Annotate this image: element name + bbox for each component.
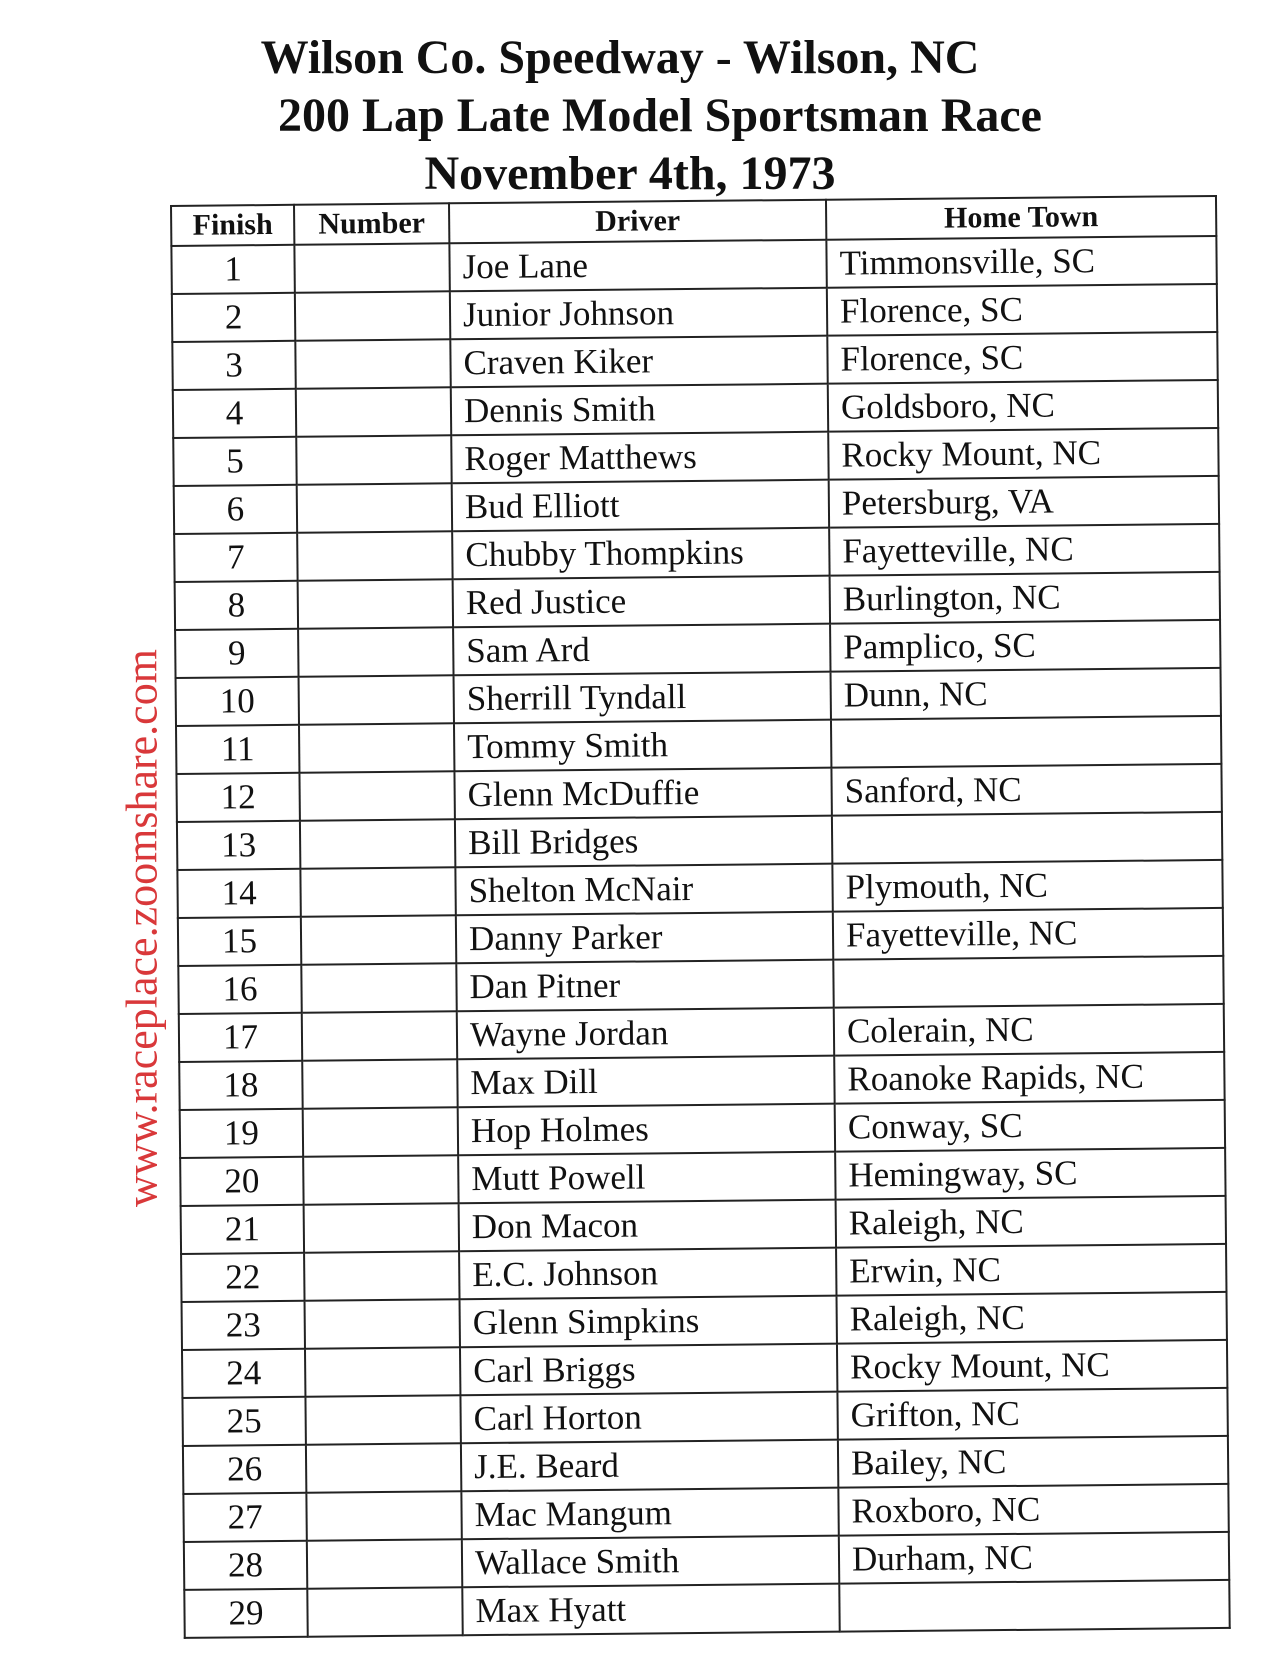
cell-number xyxy=(295,339,450,388)
cell-driver: Bill Bridges xyxy=(455,816,832,868)
cell-finish: 15 xyxy=(178,917,301,966)
column-header-finish: Finish xyxy=(171,205,294,246)
cell-number xyxy=(303,1155,458,1204)
cell-hometown: Fayetteville, NC xyxy=(829,524,1219,576)
cell-driver: Chubby Thompkins xyxy=(452,528,829,580)
cell-driver: Roger Matthews xyxy=(451,432,828,484)
cell-hometown: Plymouth, NC xyxy=(832,860,1222,912)
cell-number xyxy=(301,963,456,1012)
cell-driver: Joe Lane xyxy=(449,240,826,292)
cell-number xyxy=(294,243,449,292)
cell-hometown: Roanoke Rapids, NC xyxy=(834,1052,1224,1104)
cell-finish: 22 xyxy=(181,1253,304,1302)
cell-number xyxy=(297,531,452,580)
cell-driver: Sam Ard xyxy=(453,624,830,676)
cell-finish: 26 xyxy=(183,1445,306,1494)
column-header-hometown: Home Town xyxy=(826,196,1216,240)
cell-finish: 7 xyxy=(174,533,297,582)
cell-number xyxy=(302,1011,457,1060)
cell-number xyxy=(306,1491,461,1540)
cell-finish: 16 xyxy=(178,965,301,1014)
cell-driver: J.E. Beard xyxy=(461,1440,838,1492)
cell-number xyxy=(300,819,455,868)
cell-driver: Wayne Jordan xyxy=(457,1008,834,1060)
cell-number xyxy=(296,387,451,436)
cell-finish: 10 xyxy=(176,677,299,726)
cell-finish: 2 xyxy=(172,293,295,342)
cell-driver: Glenn Simpkins xyxy=(460,1296,837,1348)
cell-number xyxy=(296,435,451,484)
cell-driver: Mac Mangum xyxy=(461,1488,838,1540)
cell-hometown: Raleigh, NC xyxy=(837,1292,1227,1344)
cell-number xyxy=(305,1299,460,1348)
cell-driver: Don Macon xyxy=(459,1200,836,1252)
cell-hometown xyxy=(833,956,1223,1008)
cell-number xyxy=(298,579,453,628)
cell-number xyxy=(304,1203,459,1252)
cell-number xyxy=(301,915,456,964)
cell-finish: 25 xyxy=(182,1397,305,1446)
cell-driver: Max Dill xyxy=(457,1056,834,1108)
cell-finish: 4 xyxy=(173,389,296,438)
cell-driver: Carl Horton xyxy=(460,1392,837,1444)
cell-hometown: Rocky Mount, NC xyxy=(837,1340,1227,1392)
cell-finish: 12 xyxy=(176,773,299,822)
race-name: 200 Lap Late Model Sportsman Race xyxy=(278,89,1042,142)
cell-driver: Dennis Smith xyxy=(451,384,828,436)
cell-hometown: Erwin, NC xyxy=(836,1244,1226,1296)
cell-finish: 17 xyxy=(179,1013,302,1062)
page-title: Wilson Co. Speedway - Wilson, NC xyxy=(260,31,980,84)
cell-driver: Dan Pitner xyxy=(456,960,833,1012)
column-header-number: Number xyxy=(294,203,449,244)
cell-driver: Junior Johnson xyxy=(450,288,827,340)
cell-finish: 19 xyxy=(180,1109,303,1158)
results-body xyxy=(171,236,1229,1638)
cell-finish: 20 xyxy=(180,1157,303,1206)
cell-driver: Mutt Powell xyxy=(458,1152,835,1204)
cell-driver: Danny Parker xyxy=(456,912,833,964)
cell-hometown: Grifton, NC xyxy=(837,1388,1227,1440)
website-watermark: www.raceplace.zoomshare.com xyxy=(117,649,167,1207)
cell-number xyxy=(299,675,454,724)
results-table xyxy=(170,195,1231,1639)
cell-hometown: Hemingway, SC xyxy=(835,1148,1225,1200)
cell-driver: Sherrill Tyndall xyxy=(454,672,831,724)
cell-finish: 9 xyxy=(175,629,298,678)
cell-number xyxy=(298,627,453,676)
cell-finish: 8 xyxy=(175,581,298,630)
cell-number xyxy=(302,1059,457,1108)
cell-hometown: Pamplico, SC xyxy=(830,620,1220,672)
cell-hometown: Timmonsville, SC xyxy=(826,236,1216,288)
cell-finish: 21 xyxy=(181,1205,304,1254)
cell-finish: 18 xyxy=(179,1061,302,1110)
cell-number xyxy=(297,483,452,532)
cell-driver: Red Justice xyxy=(453,576,830,628)
cell-driver: Wallace Smith xyxy=(462,1536,839,1588)
cell-finish: 14 xyxy=(177,869,300,918)
cell-driver: E.C. Johnson xyxy=(459,1248,836,1300)
cell-number xyxy=(307,1539,462,1588)
cell-hometown xyxy=(832,812,1222,864)
cell-hometown: Bailey, NC xyxy=(838,1436,1228,1488)
cell-hometown: Goldsboro, NC xyxy=(828,380,1218,432)
cell-finish: 13 xyxy=(177,821,300,870)
cell-finish: 11 xyxy=(176,725,299,774)
cell-driver: Craven Kiker xyxy=(450,336,827,388)
cell-hometown xyxy=(831,716,1221,768)
cell-driver: Shelton McNair xyxy=(455,864,832,916)
cell-driver: Glenn McDuffie xyxy=(454,768,831,820)
cell-finish: 5 xyxy=(173,437,296,486)
cell-driver: Hop Holmes xyxy=(458,1104,835,1156)
cell-hometown: Petersburg, VA xyxy=(829,476,1219,528)
cell-hometown: Fayetteville, NC xyxy=(833,908,1223,960)
table-row xyxy=(184,1580,1229,1638)
cell-hometown: Florence, SC xyxy=(827,284,1217,336)
cell-hometown: Roxboro, NC xyxy=(838,1484,1228,1536)
cell-finish: 29 xyxy=(184,1589,307,1638)
column-header-driver: Driver xyxy=(449,200,826,244)
cell-hometown: Durham, NC xyxy=(839,1532,1229,1584)
cell-driver: Bud Elliott xyxy=(452,480,829,532)
cell-number xyxy=(299,723,454,772)
cell-hometown: Burlington, NC xyxy=(830,572,1220,624)
cell-finish: 6 xyxy=(174,485,297,534)
cell-hometown: Raleigh, NC xyxy=(836,1196,1226,1248)
cell-driver: Carl Briggs xyxy=(460,1344,837,1396)
cell-hometown: Dunn, NC xyxy=(831,668,1221,720)
cell-finish: 1 xyxy=(171,245,294,294)
cell-number xyxy=(304,1251,459,1300)
cell-number xyxy=(306,1443,461,1492)
cell-number xyxy=(300,867,455,916)
cell-number xyxy=(307,1587,462,1636)
race-date: November 4th, 1973 xyxy=(424,147,836,200)
cell-hometown: Sanford, NC xyxy=(831,764,1221,816)
cell-finish: 27 xyxy=(183,1493,306,1542)
cell-driver: Max Hyatt xyxy=(462,1584,839,1636)
cell-number xyxy=(305,1395,460,1444)
cell-finish: 23 xyxy=(182,1301,305,1350)
cell-hometown: Florence, SC xyxy=(827,332,1217,384)
cell-number xyxy=(303,1107,458,1156)
cell-finish: 28 xyxy=(184,1541,307,1590)
cell-number xyxy=(305,1347,460,1396)
cell-hometown xyxy=(839,1580,1229,1632)
cell-number xyxy=(299,771,454,820)
cell-number xyxy=(295,291,450,340)
cell-finish: 24 xyxy=(182,1349,305,1398)
cell-hometown: Conway, SC xyxy=(835,1100,1225,1152)
cell-hometown: Colerain, NC xyxy=(834,1004,1224,1056)
cell-driver: Tommy Smith xyxy=(454,720,831,772)
cell-hometown: Rocky Mount, NC xyxy=(828,428,1218,480)
cell-finish: 3 xyxy=(172,341,295,390)
